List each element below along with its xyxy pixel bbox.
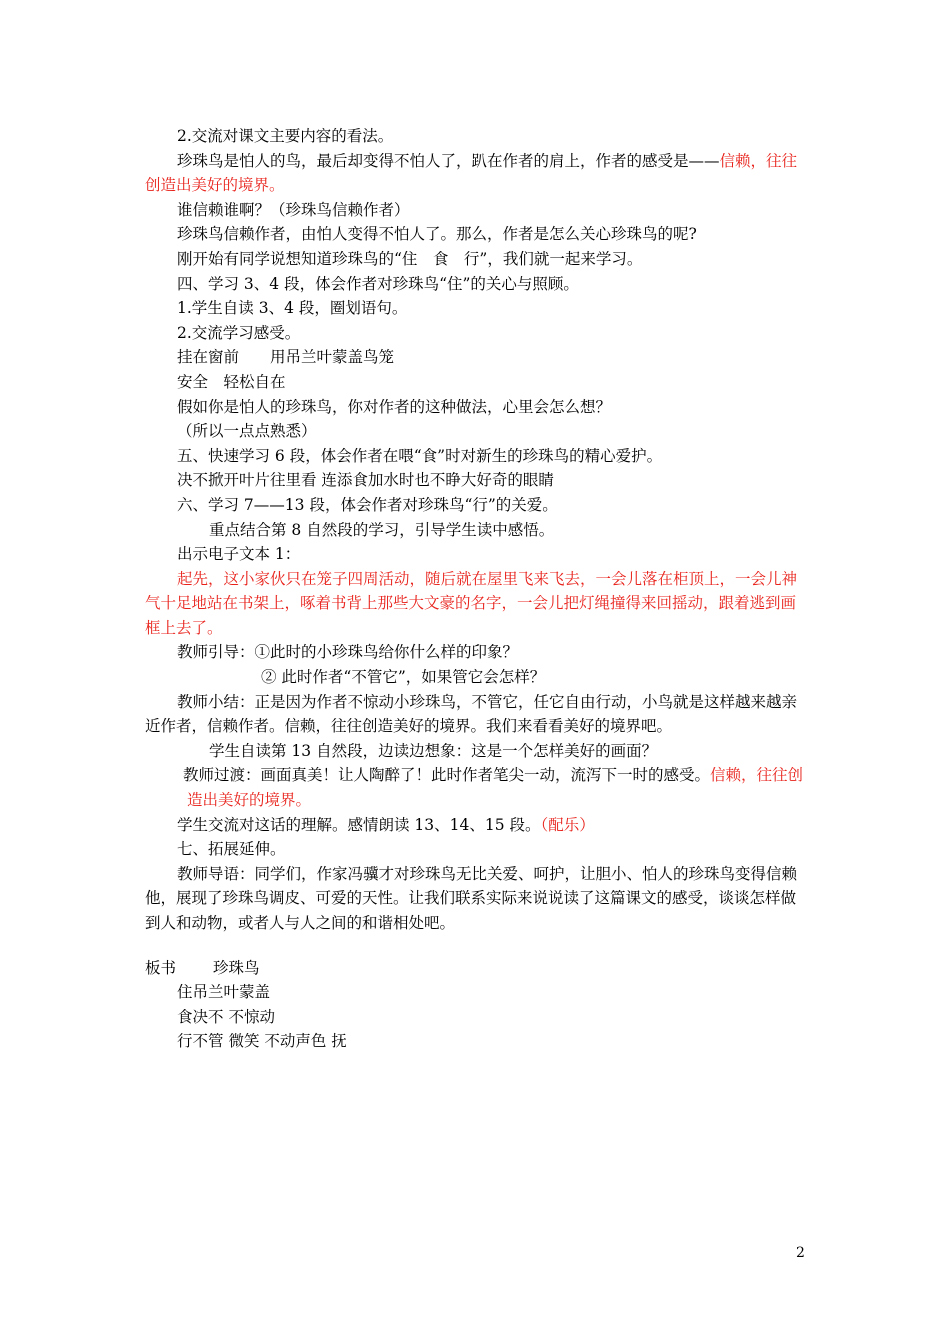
- blackboard-plan: [145, 956, 810, 1054]
- board-title-row: [145, 956, 810, 981]
- paragraph: 学生交流对这话的理解。感情朗读 13、14、15 段。（配乐）: [177, 815, 595, 834]
- paragraph: 假如你是怕人的珍珠鸟，你对作者的这种做法，心里会怎么想？: [177, 397, 612, 416]
- board-value: 不管 微笑 不动声色 抚: [192, 1032, 347, 1051]
- paragraph: 教师过渡：画面真美！让人陶醉了！此时作者笔尖一动，流泻下一时的感受。信赖，往往创造出美好的境界。: [183, 766, 804, 810]
- paragraph: 珍珠鸟信赖作者，由怕人变得不怕人了。那么，作者是怎么关心珍珠鸟的呢?: [177, 225, 697, 244]
- board-key: 住: [177, 983, 193, 1002]
- board-row: [145, 1029, 810, 1054]
- paragraph: 重点结合第 8 自然段的学习，引导学生读中感悟。: [209, 520, 555, 539]
- paragraph: 刚开始有同学说想知道珍珠鸟的“住 食 行”，我们就一起来学习。: [177, 249, 643, 268]
- board-key: 行: [177, 1032, 193, 1051]
- board-value: 决不 不惊动: [192, 1007, 275, 1026]
- highlight-quote: 信赖，往往创造出美好的境界。: [145, 151, 798, 195]
- lesson-body: [145, 124, 810, 1054]
- step-heading: 1.学生自读 3、4 段，圈划语句。: [177, 299, 408, 318]
- highlight-quote: 起先，这小家伙只在笼子四周活动，随后就在屋里飞来飞去，一会儿落在柜顶上，一会儿神气十足地站在书架上，啄着书背上那些大文豪的名字，一会儿把灯绳撞得来回摇动，跟着逃到画框上去了。: [145, 569, 798, 637]
- spacer: [145, 936, 810, 956]
- board-label: 板书: [145, 958, 177, 977]
- paragraph: 决不掀开叶片往里看 连添食加水时也不睁大好奇的眼睛: [177, 471, 554, 490]
- step-heading: 2.交流对课文主要内容的看法。: [177, 127, 394, 145]
- paragraph: （所以一点点熟悉）: [177, 422, 317, 441]
- paragraph: 学生自读第 13 自然段，边读边想象：这是一个怎样美好的画面？: [209, 741, 658, 760]
- board-value: 吊兰叶蒙盖: [192, 983, 271, 1002]
- paragraph: ② 此时作者“不管它”，如果管它会怎样？: [261, 668, 546, 687]
- section-heading: 五、快速学习 6 段，体会作者在喂“食”时对新生的珍珠鸟的精心爱护。: [177, 446, 663, 465]
- section-heading: 六、学习 7——13 段，体会作者对珍珠鸟“行”的关爱。: [177, 495, 558, 514]
- paragraph: 教师引导：①此时的小珍珠鸟给你什么样的印象？: [177, 643, 519, 662]
- section-heading: 四、学习 3、4 段，体会作者对珍珠鸟“住”的关心与照顾。: [177, 274, 579, 293]
- board-row: [145, 980, 810, 1005]
- paragraph: 出示电子文本 1：: [177, 545, 301, 564]
- paragraph: 珍珠鸟是怕人的鸟，最后却变得不怕人了，趴在作者的肩上，作者的感受是——信赖，往往创造出美好的境界。: [145, 151, 798, 195]
- step-heading: 2.交流学习感受。: [177, 323, 301, 342]
- section-heading: 七、拓展延伸。: [177, 840, 286, 859]
- board-title: 珍珠鸟: [213, 958, 260, 977]
- board-key: 食: [177, 1007, 193, 1026]
- paragraph: 教师导语：同学们，作家冯骥才对珍珠鸟无比关爱、呵护，让胆小、怕人的珍珠鸟变得信赖他，展现了珍珠鸟调皮、可爱的天性。让我们联系实际来说说读了这篇课文的感受，谈谈怎样做到人和动物，或者人与人之间的和谐相处吧。: [145, 864, 798, 932]
- paragraph: 谁信赖谁啊？（珍珠鸟信赖作者）: [177, 200, 410, 219]
- board-row: [145, 1005, 810, 1030]
- paragraph: 教师小结：正是因为作者不惊动小珍珠鸟，不管它，任它自由行动，小鸟就是这样越来越亲近作者，信赖作者。信赖，往往创造美好的境界。我们来看看美好的境界吧。: [145, 692, 798, 736]
- highlight-quote: 信赖，往往创造出美好的境界。: [187, 766, 804, 810]
- paragraph: 安全 轻松自在: [177, 372, 286, 391]
- page-number: 2: [796, 1245, 805, 1261]
- music-note: （配乐）: [540, 815, 595, 834]
- paragraph: 挂在窗前 用吊兰叶蒙盖鸟笼: [177, 348, 395, 367]
